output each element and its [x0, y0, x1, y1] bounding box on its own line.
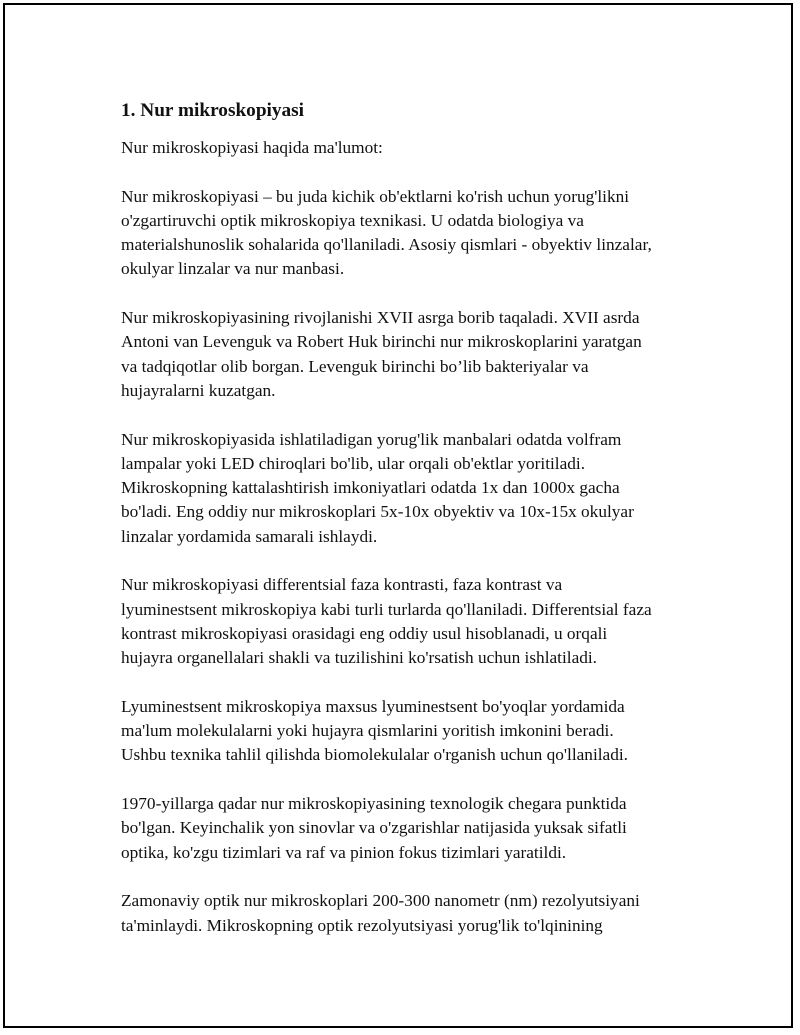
paragraph-light-sources: Nur mikroskopiyasida ishlatiladigan yorug'lik manbalari odatda volfram lampalar yoki LED chiroqlari bo'lib, ular orqali ob'ektlar yoritiladi. Mikroskopning kattalashtirish imkoniyatlari odatda 1x dan 1000x gacha bo'ladi. Eng oddiy nur mikroskoplari 5x-10x obyektiv va 10x-15x okulyar linzalar yordamida samarali ishlaydi.: [121, 429, 634, 546]
paragraph-fluorescence: Lyuminestsent mikroskopiya maxsus lyuminestsent bo'yoqlar yordamida ma'lum molekulalarni yoki hujayra qismlarini yoritish imkonini beradi. Ushbu texnika tahlil qilishda biomolekulalar o'rganish uchun qo'llaniladi.: [121, 696, 628, 765]
intro-paragraph: Nur mikroskopiyasi haqida ma'lumot:: [121, 138, 383, 157]
document-content: [121, 98, 721, 962]
paragraph-history: Nur mikroskopiyasining rivojlanishi XVII asrga borib taqaladi. XVII asrda Antoni van Levenguk va Robert Huk birinchi nur mikroskoplarini yaratgan va tadqiqotlar olib borgan. Levenguk birinchi bo’lib bakteriyalar va hujayralarni kuzatgan.: [121, 308, 642, 400]
paragraph-resolution: Zamonaviy optik nur mikroskoplari 200-300 nanometr (nm) rezolyutsiyani ta'minlaydi. Mikroskopning optik rezolyutsiyasi yorug'lik to'lqinining: [121, 891, 640, 935]
paragraph-definition: Nur mikroskopiyasi – bu juda kichik ob'ektlarni ko'rish uchun yorug'likni o'zgartiruvchi optik mikroskopiya texnikasi. U odatda biologiya va materialshunoslik sohalarida qo'llaniladi. Asosiy qismlari - obyektiv linzalar, okulyar linzalar va nur manbasi.: [121, 186, 652, 279]
document-page: [3, 3, 793, 1028]
paragraph-1970s: 1970-yillarga qadar nur mikroskopiyasining texnologik chegara punktida bo'lgan. Keyinchalik yon sinovlar va o'zgarishlar natijasida yuksak sifatli optika, ko'zgu tizimlari va raf va pinion fokus tizimlari yaratildi.: [121, 794, 627, 862]
paragraph-types: Nur mikroskopiyasi differentsial faza kontrasti, faza kontrast va lyuminestsent mikroskopiya kabi turli turlarda qo'llaniladi. Differentsial faza kontrast mikroskopiyasi orasidagi eng oddiy usul hisoblanadi, u orqali hujayra organellalari shakli va tuzilishini ko'rsatish uchun ishlatiladi.: [121, 575, 652, 668]
section-title: 1. Nur mikroskopiyasi: [121, 100, 305, 121]
